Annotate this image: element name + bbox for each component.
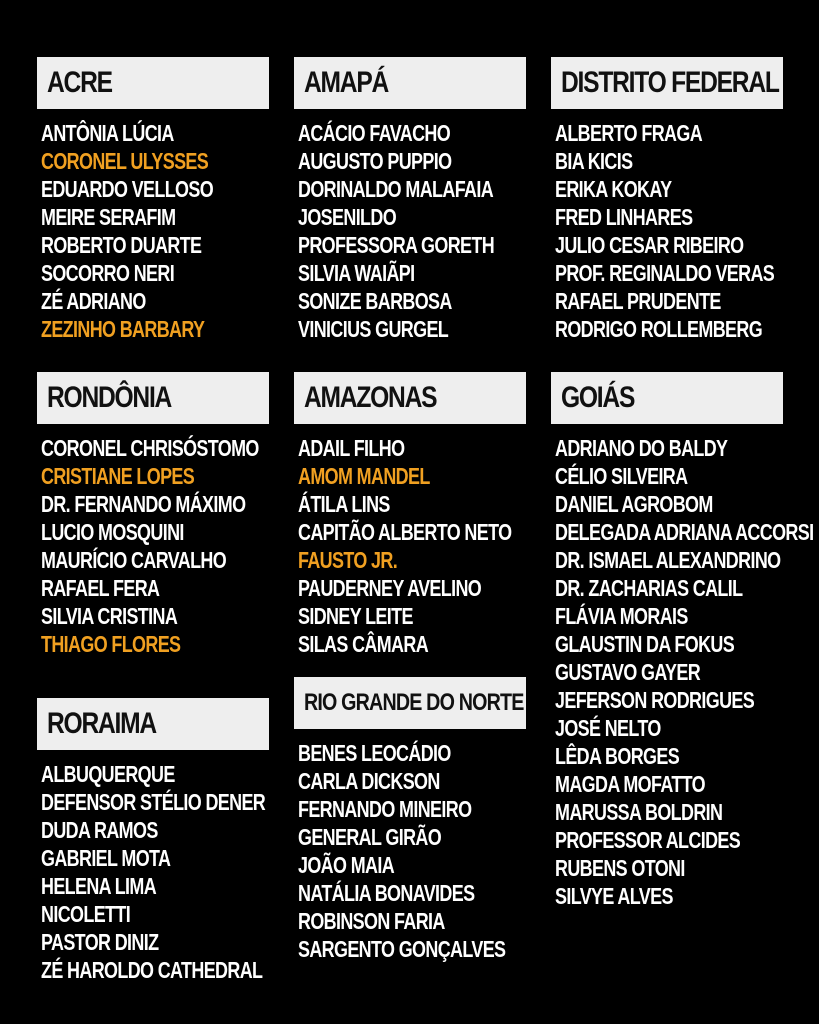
deputy-name: CAPITÃO ALBERTO NETO	[298, 519, 512, 545]
deputy-name: DR. FERNANDO MÁXIMO	[41, 491, 246, 517]
deputy-name: ANTÔNIA LÚCIA	[41, 120, 174, 146]
deputy-name: ADAIL FILHO	[298, 435, 405, 461]
deputy-name: SILVIA WAIÃPI	[298, 260, 415, 286]
deputy-name-highlighted: FAUSTO JR.	[298, 547, 398, 573]
deputy-name: JOÃO MAIA	[298, 852, 395, 878]
state-header-goias	[551, 372, 783, 424]
deputy-name: JULIO CESAR RIBEIRO	[555, 232, 744, 258]
deputy-name-highlighted: CORONEL ULYSSES	[41, 148, 209, 174]
state-header-rio-grande-do-norte	[294, 677, 526, 729]
deputy-name: ADRIANO DO BALDY	[555, 435, 728, 461]
deputy-name: SIDNEY LEITE	[298, 603, 413, 629]
deputy-list	[294, 434, 526, 658]
state-block-goias	[551, 372, 814, 910]
deputy-name: MAURÍCIO CARVALHO	[41, 547, 227, 573]
deputy-name: PROFESSORA GORETH	[298, 232, 495, 258]
deputy-name: PROF. REGINALDO VERAS	[555, 260, 775, 286]
deputy-name: DEFENSOR STÉLIO DENER	[41, 789, 266, 815]
state-title: ACRE	[47, 66, 112, 99]
deputy-name: GABRIEL MOTA	[41, 845, 171, 871]
deputy-name: JOSÉ NELTO	[555, 715, 661, 741]
deputy-name: EDUARDO VELLOSO	[41, 176, 214, 202]
state-title: AMAZONAS	[304, 381, 437, 414]
state-title: AMAPÁ	[304, 66, 389, 99]
deputy-name: FLÁVIA MORAIS	[555, 603, 688, 629]
deputy-name: VINICIUS GURGEL	[298, 316, 449, 342]
deputy-name: FRED LINHARES	[555, 204, 693, 230]
state-block-distrito-federal	[551, 57, 783, 343]
state-title: DISTRITO FEDERAL	[561, 66, 779, 99]
state-block-rondonia	[37, 372, 269, 658]
deputy-name: DORINALDO MALAFAIA	[298, 176, 494, 202]
state-header-amapa	[294, 57, 526, 109]
state-block-rio-grande-do-norte	[294, 677, 526, 963]
state-title: RIO GRANDE DO NORTE	[304, 689, 524, 716]
deputy-name: DR. ZACHARIAS CALIL	[555, 575, 743, 601]
state-title: GOIÁS	[561, 381, 635, 414]
deputy-name: ÁTILA LINS	[298, 491, 390, 517]
deputy-list	[37, 760, 269, 984]
deputy-name: ROBINSON FARIA	[298, 908, 445, 934]
deputy-name: DELEGADA ADRIANA ACCORSI	[555, 519, 814, 545]
deputy-name: ALBERTO FRAGA	[555, 120, 703, 146]
deputy-name: GLAUSTIN DA FOKUS	[555, 631, 735, 657]
deputy-name: JOSENILDO	[298, 204, 397, 230]
deputy-name: AUGUSTO PUPPIO	[298, 148, 452, 174]
deputy-name: RODRIGO ROLLEMBERG	[555, 316, 763, 342]
deputy-list	[294, 739, 526, 963]
deputy-name: MEIRE SERAFIM	[41, 204, 176, 230]
state-title: RORAIMA	[47, 707, 156, 740]
deputy-name-highlighted: CRISTIANE LOPES	[41, 463, 195, 489]
deputy-name: SOCORRO NERI	[41, 260, 175, 286]
deputy-list	[551, 434, 814, 910]
deputy-list	[37, 434, 269, 658]
deputy-name-highlighted: AMOM MANDEL	[298, 463, 430, 489]
deputy-name: PASTOR DINIZ	[41, 929, 159, 955]
deputy-name: LUCIO MOSQUINI	[41, 519, 184, 545]
deputy-name: PROFESSOR ALCIDES	[555, 827, 741, 853]
deputy-name-highlighted: ZEZINHO BARBARY	[41, 316, 205, 342]
deputy-name: FERNANDO MINEIRO	[298, 796, 472, 822]
deputy-name: SILVIA CRISTINA	[41, 603, 178, 629]
deputy-name: CORONEL CHRISÓSTOMO	[41, 435, 259, 461]
deputy-list	[37, 119, 269, 343]
state-header-roraima	[37, 698, 269, 750]
deputy-name: RUBENS OTONI	[555, 855, 685, 881]
state-header-distrito-federal	[551, 57, 783, 109]
state-header-amazonas	[294, 372, 526, 424]
deputy-name: CARLA DICKSON	[298, 768, 440, 794]
state-block-amazonas	[294, 372, 526, 658]
deputy-name: PAUDERNEY AVELINO	[298, 575, 482, 601]
deputy-name: RAFAEL FERA	[41, 575, 160, 601]
deputy-name: ERIKA KOKAY	[555, 176, 672, 202]
deputy-list	[294, 119, 526, 343]
deputy-name: DUDA RAMOS	[41, 817, 158, 843]
deputy-name: MARUSSA BOLDRIN	[555, 799, 723, 825]
deputy-name: ROBERTO DUARTE	[41, 232, 202, 258]
deputy-name: ALBUQUERQUE	[41, 761, 175, 787]
deputy-list	[551, 119, 783, 343]
deputy-name: ZÉ HAROLDO CATHEDRAL	[41, 957, 263, 983]
deputy-name: ZÉ ADRIANO	[41, 288, 146, 314]
deputy-name: SILAS CÂMARA	[298, 631, 429, 657]
deputy-name: LÊDA BORGES	[555, 743, 680, 769]
deputy-name: CÉLIO SILVEIRA	[555, 463, 688, 489]
state-block-roraima	[37, 698, 269, 984]
deputy-name: GENERAL GIRÃO	[298, 824, 442, 850]
deputy-name: ACÁCIO FAVACHO	[298, 120, 451, 146]
deputy-name: SILVYE ALVES	[555, 883, 673, 909]
deputy-name: NICOLETTI	[41, 901, 131, 927]
deputy-name: RAFAEL PRUDENTE	[555, 288, 721, 314]
deputy-name: SONIZE BARBOSA	[298, 288, 452, 314]
state-block-acre	[37, 57, 269, 343]
deputy-name: SARGENTO GONÇALVES	[298, 936, 506, 962]
deputy-name: GUSTAVO GAYER	[555, 659, 701, 685]
deputy-name: DANIEL AGROBOM	[555, 491, 713, 517]
state-header-rondonia	[37, 372, 269, 424]
deputy-name-highlighted: THIAGO FLORES	[41, 631, 181, 657]
deputy-name: JEFERSON RODRIGUES	[555, 687, 755, 713]
deputy-name: BENES LEOCÁDIO	[298, 740, 451, 766]
state-header-acre	[37, 57, 269, 109]
deputy-name: DR. ISMAEL ALEXANDRINO	[555, 547, 781, 573]
deputy-name: NATÁLIA BONAVIDES	[298, 880, 475, 906]
deputy-name: BIA KICIS	[555, 148, 633, 174]
state-title: RONDÔNIA	[47, 381, 172, 414]
deputy-name: MAGDA MOFATTO	[555, 771, 706, 797]
state-block-amapa	[294, 57, 526, 343]
deputy-name: HELENA LIMA	[41, 873, 157, 899]
